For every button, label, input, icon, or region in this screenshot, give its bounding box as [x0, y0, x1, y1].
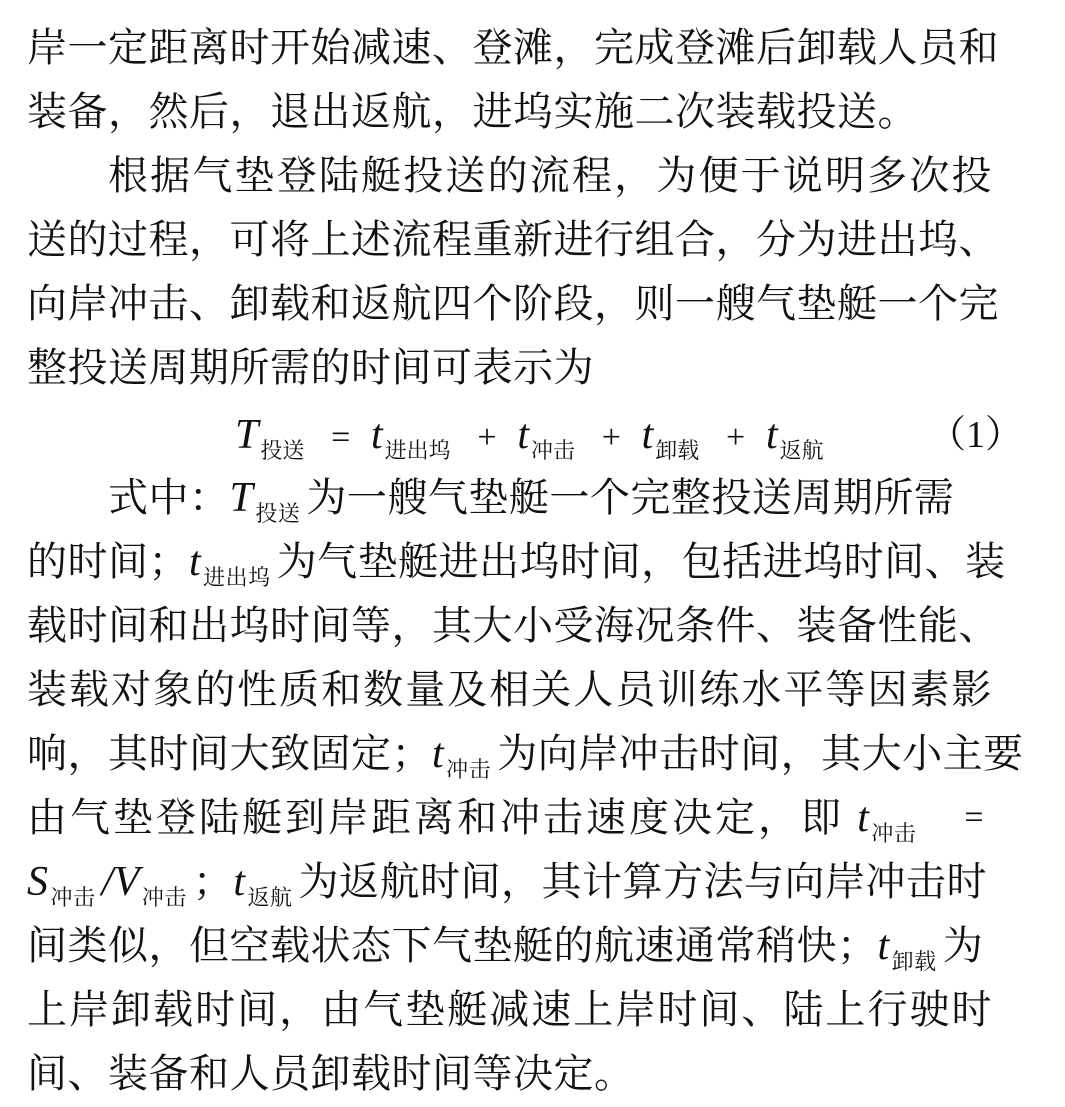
equation-term-1-var: t	[371, 412, 383, 458]
math-sub: 返航	[247, 886, 293, 911]
equation-number: （1）	[928, 414, 1024, 456]
math-var: S	[27, 859, 49, 905]
math-var: t	[857, 795, 870, 841]
math-var: t	[189, 539, 202, 585]
paragraph-3-line-1	[108, 470, 992, 543]
paragraph-3-line-2	[27, 534, 1006, 607]
equation-term-3-sub: 卸载	[655, 439, 700, 464]
equation-plus-3: +	[726, 419, 746, 456]
equation-term-2-sub: 冲击	[530, 439, 575, 464]
math-var: t	[233, 859, 246, 905]
paragraph-2-line-3: 向岸冲击、卸载和返航四个阶段，则一艘气垫艇一个完	[27, 281, 999, 327]
paragraph-3-line-7	[27, 854, 992, 927]
paragraph-3-line-10: 间、装备和人员卸载时间等决定。	[27, 1051, 635, 1097]
text: 为返航时间，其计算方法与向岸冲击时	[298, 859, 988, 905]
text: 为向岸冲击时间，其大小主要	[497, 731, 1024, 777]
math-equals: =	[964, 799, 984, 836]
paragraph-3-line-5	[27, 726, 1024, 799]
paragraph-2-line-4: 整投送周期所需的时间可表示为	[27, 345, 594, 391]
math-var: V	[113, 859, 140, 905]
paragraph-1-line-1: 岸一定距离时开始减速、登滩，完成登滩后卸载人员和	[27, 25, 999, 71]
math-slash: /	[101, 859, 114, 905]
text: 为气垫艇进出坞时间，包括进坞时间、装	[276, 539, 1006, 585]
math-sub: 冲击	[446, 758, 492, 783]
text: 为一艘气垫艇一个完整投送周期所需	[306, 475, 955, 521]
text: 由气垫登陆艇到岸距离和冲击速度决定，即	[27, 795, 844, 841]
math-var: T	[229, 475, 254, 521]
equation-plus-1: +	[477, 419, 497, 456]
equation-equals: =	[331, 419, 351, 456]
text: 的时间；	[27, 539, 189, 585]
paragraph-3-line-3: 载时间和出坞时间等，其大小受海况条件、装备性能、	[27, 603, 999, 649]
text: 响，其时间大致固定；	[27, 731, 432, 777]
paragraph-2-line-2: 送的过程，可将上述流程重新进行组合，分为进出坞、	[27, 217, 999, 263]
equation-lhs-sub: 投送	[260, 439, 305, 464]
equation-term-4-var: t	[765, 412, 778, 458]
text: 式中：	[108, 475, 230, 521]
math-sub: 卸载	[891, 950, 937, 975]
equation-term-2-var: t	[517, 412, 529, 458]
paragraph-3-line-8	[27, 918, 992, 991]
equation-plus-2: +	[601, 419, 621, 456]
math-sub: 进出坞	[203, 566, 271, 591]
text: 为	[942, 923, 984, 969]
equation-term-1-sub: 进出坞	[384, 439, 451, 464]
equation-term-4-sub: 返航	[779, 439, 824, 464]
paragraph-3-line-6	[27, 790, 992, 863]
paragraph-3-line-4: 装载对象的性质和数量及相关人员训练水平等因素影	[27, 667, 992, 713]
text: ；	[192, 859, 234, 905]
paragraph-3-line-9: 上岸卸载时间，由气垫艇减速上岸时间、陆上行驶时	[27, 987, 992, 1033]
math-var: t	[432, 731, 445, 777]
text: 间类似，但空载状态下气垫艇的航速通常稍快；	[27, 923, 878, 969]
math-var: t	[877, 923, 890, 969]
math-sub: 冲击	[141, 886, 187, 911]
math-sub: 冲击	[871, 822, 917, 847]
math-sub: 投送	[255, 502, 301, 527]
equation-term-3-var: t	[641, 412, 654, 458]
math-sub: 冲击	[50, 886, 96, 911]
equation-lhs-var: T	[235, 412, 259, 458]
paragraph-1-line-2: 装备，然后，退出返航，进坞实施二次装载投送。	[27, 89, 918, 135]
paragraph-2-line-1: 根据气垫登陆艇投送的流程，为便于说明多次投	[108, 153, 992, 199]
